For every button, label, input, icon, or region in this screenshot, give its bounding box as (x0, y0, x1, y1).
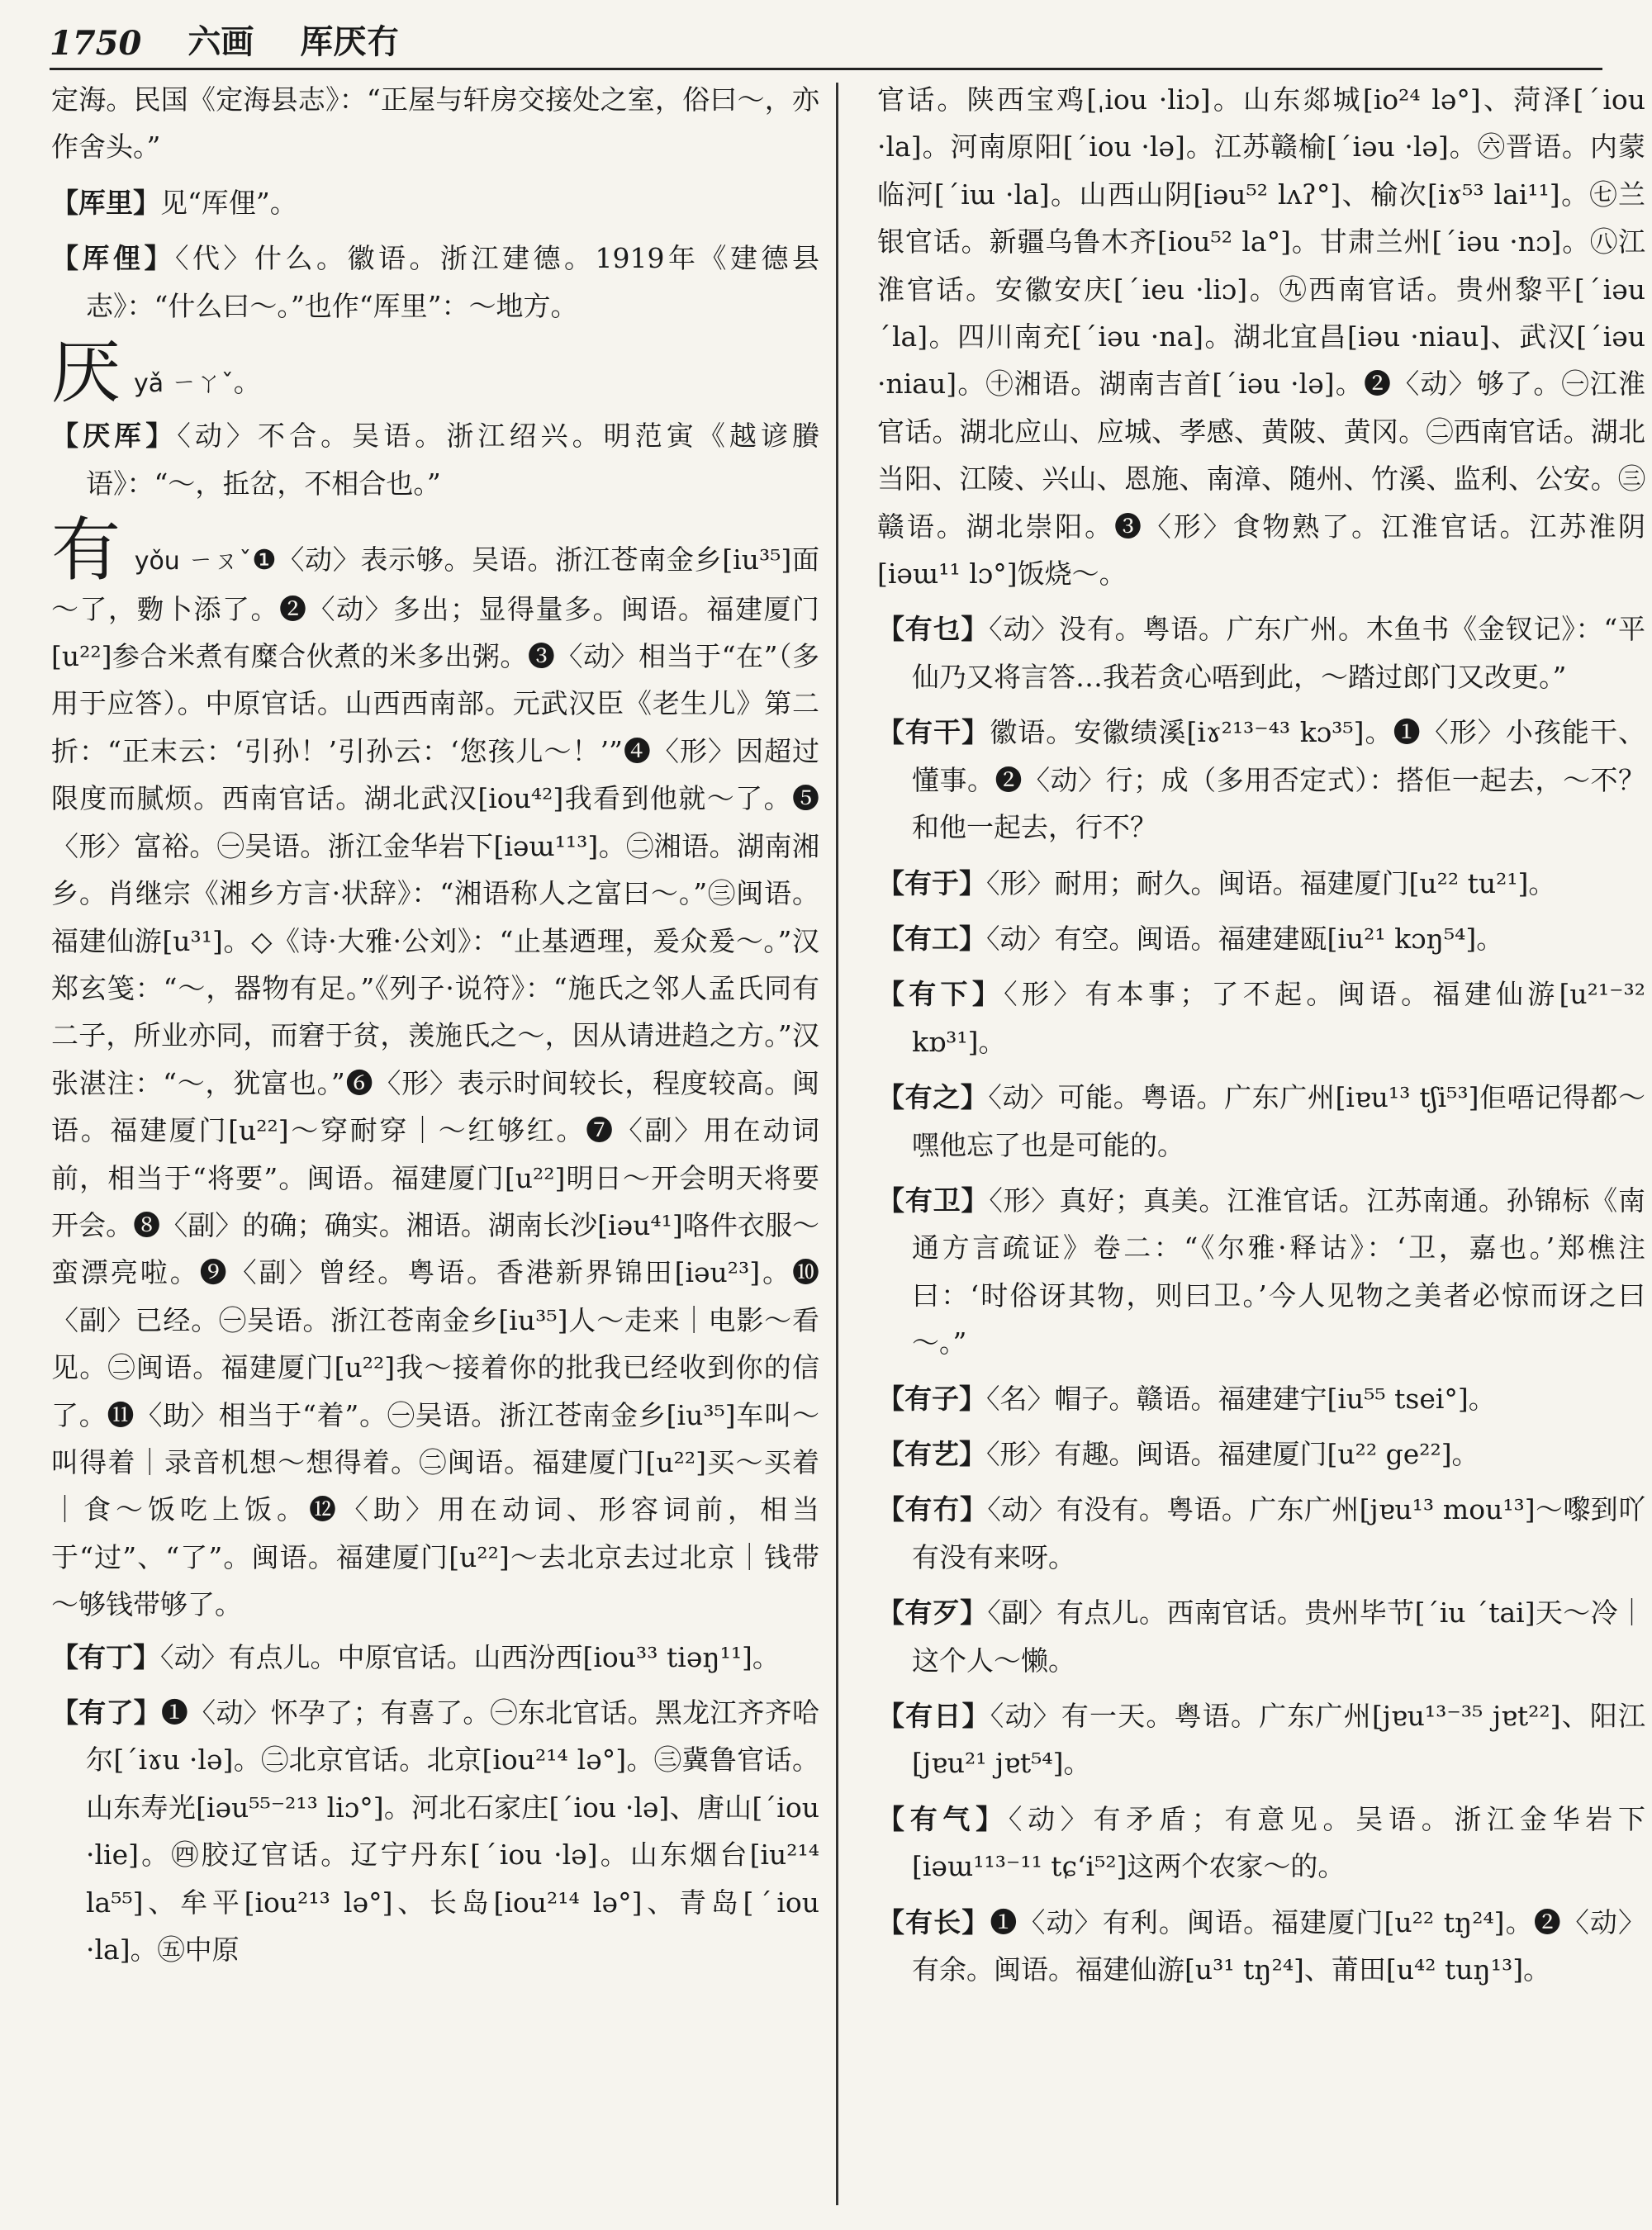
sub-entry (877, 605, 1645, 700)
headword: 【有冇】 (877, 1493, 988, 1526)
headword: 【有乜】 (877, 613, 990, 646)
page-number: 1750 (50, 24, 142, 63)
definition: ❶〈动〉表示够。吴语。浙江苍南金乡[iu³⁵]面～了，覅卜添了。❷〈动〉多出；显得量多。闽语。福建厦门[u²²]参合米煮有糜合伙煮的米多出粥。❸〈动〉相当于“在”（多用于应答）。中原官话。山西西南部。元武汉臣《老生儿》第二折：“正末云：‘引孙！’引孙云：‘您孩儿～！’”❹〈形〉因超过限度而腻烦。西南官话。湖北武汉[iou⁴²]我看到他就～了。❺〈形〉富裕。㊀吴语。浙江金华岩下[iəɯ¹¹³]。㊁湘语。湖南湘乡。肖继宗《湘乡方言·状辞》：“湘语称人之富曰～。”㊂闽语。福建仙游[u³¹]。◇《诗·大雅·公刘》：“止基迺理，爰众爰～。”汉郑玄笺：“～，器物有足。”《列子·说符》：“施氏之邻人孟氏同有二子，所业亦同，而窘于贫，羡施氏之～，因从请进趋之方。”汉张湛注：“～，犹富也。”❻〈形〉表示时间较长，程度较高。闽语。福建厦门[u²²]～穿耐穿｜～红够红。❼〈副〉用在动词前，相当于“将要”。闽语。福建厦门[u²²]明日～开会明天将要开会。❽〈副〉的确；确实。湘语。湖南长沙[iəu⁴¹]咯件衣服～蛮漂亮啦。❾〈副〉曾经。粤语。香港新界锦田[iəu²³]。❿〈副〉已经。㊀吴语。浙江苍南金乡[iu³⁵]人～走来｜电影～看见。㊁闽语。福建厦门[u²²]我～接着你的批我已经收到你的信了。⓫〈助〉相当于“着”。㊀吴语。浙江苍南金乡[iu³⁵]车叫～叫得着｜录音机想～想得着。㊁闽语。福建厦门[u²²]买～买着｜食～饭吃上饭。⓬〈助〉用在动词、形容词前，相当于“过”、“了”。闽语。福建厦门[u²²]～去北京去过北京｜钱带～够钱带够了。 (51, 543, 819, 1621)
sub-entry (877, 1589, 1645, 1684)
sub-entry (877, 1074, 1645, 1169)
definition: 〈动〉可能。粤语。广东广州[iɐu¹³ tʃi⁵³]佢唔记得都～嘿他忘了也是可能的。 (912, 1081, 1645, 1161)
headword: 【厌厍】 (51, 420, 178, 453)
page-header (50, 15, 1602, 63)
headword: 【有干】 (877, 716, 990, 749)
headword: 【有于】 (877, 866, 986, 899)
definition: 。 (233, 366, 261, 399)
definition: 〈动〉不合。吴语。浙江绍兴。明范寅《越谚賸语》：“～，拞岔，不相合也。” (86, 420, 819, 500)
definition: 〈形〉真好；真美。江淮官话。江苏南通。孙锦标《南通方言疏证》卷二：“《尔雅·释诂》：‘卫，嘉也。’郑樵注曰：‘时俗讶其物，则曰卫。’今人见物之美者必惊而讶之曰～。” (912, 1184, 1645, 1359)
sub-entry (877, 1431, 1645, 1478)
pinyin: yǎ ㄧㄚˇ (134, 369, 234, 399)
sub-entry (877, 1375, 1645, 1422)
left-column (51, 76, 819, 2207)
definition: ❶〈动〉怀孕了；有喜了。㊀东北官话。黑龙江齐齐哈尔[ˊiɤu ·lə]。㊁北京官话。北京[iou²¹⁴ lə°]。㊂冀鲁官话。山东寿光[iəu⁵⁵⁻²¹³ liɔ°]。河北石家庄[ˊiou ·lə]、唐山[ˊiou ·lie]。㊃胶辽官话。辽宁丹东[ˊiou ·lə]。山东烟台[iu²¹⁴ la⁵⁵]、牟平[iou²¹³ lə°]、长岛[iou²¹⁴ lə°]、青岛[ˊiou ·la]。㊄中原 (86, 1696, 819, 1967)
definition: 〈动〉有空。闽语。福建建瓯[iu²¹ kɔŋ⁵⁴]。 (986, 922, 1504, 955)
definition: 〈动〉有一天。粤语。广东广州[jɐu¹³⁻³⁵ jɐt²²]、阳江[jɐu²¹ jɐt⁵⁴]。 (912, 1700, 1645, 1780)
headword: 【有之】 (877, 1081, 989, 1114)
headword: 【有日】 (877, 1700, 990, 1732)
headword: 【有歹】 (877, 1597, 988, 1630)
head-character: 厌 (51, 332, 121, 414)
definition: 〈形〉有本事；了不起。闽语。福建仙游[u²¹⁻³² kɒ³¹]。 (912, 978, 1645, 1058)
headword: 【有卫】 (877, 1184, 990, 1217)
headword: 【厍里】 (51, 186, 160, 219)
definition: 〈名〉帽子。赣语。福建建宁[iu⁵⁵ tsei°]。 (986, 1382, 1496, 1415)
right-column (877, 76, 1645, 2207)
definition: 〈形〉耐用；耐久。闽语。福建厦门[u²² tu²¹]。 (986, 866, 1556, 899)
headword: 【有长】 (877, 1905, 990, 1938)
definition: 〈代〉什么。徽语。浙江建德。1919年《建德县志》：“什么曰～。”也作“厍里”：～地方。 (86, 242, 819, 322)
definition: 〈副〉有点儿。西南官话。贵州毕节[ˊiu ˊtai]天～冷｜这个人～懒。 (912, 1597, 1645, 1677)
sub-entry (51, 1689, 819, 1973)
headword: 【有子】 (877, 1382, 986, 1415)
head-character: 有 (51, 510, 121, 591)
sub-entry (877, 915, 1645, 962)
definition: ❶〈动〉有利。闽语。福建厦门[u²² tŋ²⁴]。❷〈动〉有余。闽语。福建仙游[u³¹ tŋ²⁴]、莆田[u⁴² tuŋ¹³]。 (912, 1905, 1645, 1986)
header-rule (50, 68, 1602, 70)
column-divider (836, 83, 838, 2205)
entry-continuation: 定海。民国《定海县志》：“正屋与轩房交接处之室，俗曰～，亦作舍头。” (51, 83, 819, 164)
sub-entry (877, 1796, 1645, 1891)
entry-continuation: 官话。陕西宝鸡[ˌiou ·liɔ]。山东郯城[io²⁴ lə°]、菏泽[ˊiou ·la]。河南原阳[ˊiou ·lə]。江苏赣榆[ˊiəu ·lə]。㊅晋语。内蒙临河[ˊiɯ ·la]。山西山阴[iəu⁵² lʌʔ°]、榆次[iɤ⁵³ lai¹¹]。㊆兰银官话。新疆乌鲁木齐[iou⁵² la°]。甘肃兰州[ˊiəu ·nɔ]。㊇江淮官话。安徽安庆[ˊieu ·liɔ]。㊈西南官话。贵州黎平[ˊiəu ˊla]。四川南充[ˊiəu ·na]。湖北宜昌[iəu ·niau]、武汉[ˊiəu ·niau]。㊉湘语。湖南吉首[ˊiəu ·lə]。❷〈动〉够了。㊀江淮官话。湖北应山、应城、孝感、黄陂、黄冈。㊁西南官话。湖北当阳、江陵、兴山、恩施、南漳、随州、竹溪、监利、公安。㊂赣语。湖北崇阳。❸〈形〉食物熟了。江淮官话。江苏淮阴[iəɯ¹¹ lɔ°]饭烧～。 (877, 83, 1645, 591)
definition: 〈动〉有点儿。中原官话。山西汾西[iou³³ tiəŋ¹¹]。 (160, 1640, 780, 1673)
sub-entry (877, 1899, 1645, 1994)
sub-entry (51, 412, 819, 507)
headword: 【有工】 (877, 922, 986, 955)
headword: 【有下】 (877, 978, 1004, 1011)
sub-entry (877, 1692, 1645, 1787)
definition: 〈动〉有矛盾；有意见。吴语。浙江金华岩下[iəɯ¹¹³⁻¹¹ tɕʻi⁵²]这两个农家～的。 (912, 1802, 1645, 1883)
sub-entry (877, 1486, 1645, 1581)
sub-entry (51, 1634, 819, 1681)
headword: 【有气】 (877, 1802, 1009, 1835)
definition: 〈形〉有趣。闽语。福建厦门[u²² ge²²]。 (986, 1437, 1479, 1470)
index-chars: 厍厌冇 (300, 22, 400, 61)
headword: 【厍俚】 (51, 242, 176, 275)
sub-entry (877, 1177, 1645, 1367)
headword: 【有丁】 (51, 1640, 160, 1673)
pinyin: yǒu ㄧㄡˇ (134, 547, 253, 576)
character-entry (51, 510, 819, 1628)
sub-entry (877, 970, 1645, 1065)
definition: 〈动〉没有。粤语。广东广州。木鱼书《金钗记》：“平仙乃又将言答…我若贪心唔到此，～踏过郎门又改更。” (912, 613, 1645, 693)
character-entry (51, 332, 819, 414)
sub-entry (51, 179, 819, 226)
headword: 【有了】 (51, 1696, 161, 1729)
definition: 徽语。安徽绩溪[iɤ²¹³⁻⁴³ kɔ³⁵]。❶〈形〉小孩能干、懂事。❷〈动〉行；成（多用否定式）：搭佢一起去，～不？和他一起去，行不？ (912, 716, 1645, 844)
sub-entry (877, 709, 1645, 851)
headword: 【有艺】 (877, 1437, 986, 1470)
section-label: 六画 (188, 22, 254, 61)
definition: 见“厍俚”。 (160, 186, 297, 219)
sub-entry (877, 860, 1645, 907)
definition: 〈动〉有没有。粤语。广东广州[jɐu¹³ mou¹³]～嚟到吖有没有来呀。 (912, 1493, 1645, 1573)
sub-entry (51, 235, 819, 330)
